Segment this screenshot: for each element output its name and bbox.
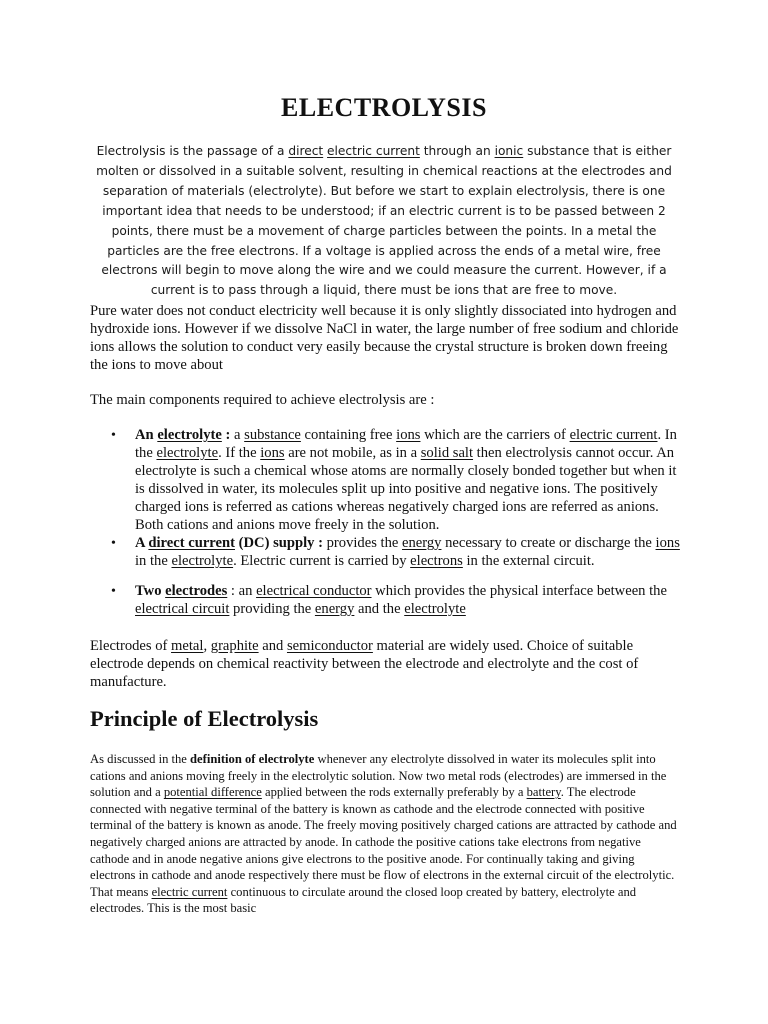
paragraph-text: whenever any electrolyte dissolved in water its molecules split into cations and anions moving freely in the electrolytic solution. Now two metal rods (electrodes) are immersed in the solution and a — [90, 752, 667, 800]
link-electrons[interactable]: electrons — [410, 552, 463, 569]
bullet-text: and the — [354, 600, 405, 617]
section-heading: Principle of Electrolysis — [90, 706, 319, 731]
bullet-text: containing free — [300, 427, 397, 443]
bullet-dot: • — [111, 428, 116, 443]
link-metal[interactable]: metal — [171, 638, 204, 654]
bullet-direct-current — [111, 535, 683, 571]
bold-text: Two — [135, 583, 166, 599]
link-solid-salt[interactable]: solid salt — [420, 444, 474, 461]
bullet-text: : an — [227, 583, 257, 599]
bold-text: definition of electrolyte — [190, 752, 315, 766]
link-ions[interactable]: ions — [655, 535, 680, 551]
bullet-text: . In the — [135, 427, 677, 461]
bullet-text: then electrolysis cannot occur. An electrolyte is such a chemical whose atoms are normally closely bonded together but when it is dissolved in water, its molecules split up into positive and negative ions. The positively charged ions is referred as cations whereas negatively charged ions are referred as anions. Both cations and anions move freely in the solution. — [135, 444, 677, 533]
link-electrolyte[interactable]: electrolyte — [404, 600, 466, 617]
link-electric-current[interactable]: electric current — [327, 144, 420, 158]
document-title: ELECTROLYSIS — [281, 93, 487, 122]
intro-text: Electrolysis is the passage of a — [96, 144, 289, 158]
bullet-text: necessary to create or discharge the — [441, 535, 656, 551]
link-battery[interactable]: battery — [526, 785, 561, 800]
link-electrodes[interactable]: electrodes — [165, 583, 228, 599]
intro-text: through an — [419, 144, 495, 158]
bullet-dot: • — [111, 536, 116, 551]
link-electrolyte[interactable]: electrolyte — [157, 427, 222, 443]
bold-text: A — [135, 535, 149, 551]
bullet-text: provides the — [322, 535, 403, 551]
bullet-text: . If the — [218, 444, 261, 461]
paragraph-principle — [90, 751, 680, 917]
bullet-text: . Electric current is carried by — [233, 552, 411, 569]
bullet-dot: • — [111, 584, 116, 599]
paragraph-text: applied between the rods externally preferably by a — [261, 785, 527, 800]
bullet-text: which provides the physical interface between the — [371, 583, 667, 599]
bullet-text: providing the — [229, 600, 315, 617]
link-ions[interactable]: ions — [260, 444, 285, 461]
bullet-electrodes — [111, 583, 683, 619]
link-graphite[interactable]: graphite — [210, 638, 259, 654]
link-electric-current[interactable]: electric current — [569, 427, 658, 443]
paragraph-text: material are widely used. Choice of suitable electrode depends on chemical reactivity between the electrode and electrolyte and the cost of manufacture. — [90, 638, 639, 691]
bullet-text: in the — [135, 552, 172, 569]
link-energy[interactable]: energy — [314, 600, 355, 617]
paragraph-text: Electrodes of — [90, 638, 172, 654]
link-electrolyte[interactable]: electrolyte — [171, 552, 234, 569]
paragraph-text: continuous to circulate around the closed loop created by battery, electrolyte and electrodes. This is the most basic — [90, 884, 637, 916]
link-substance[interactable]: substance — [244, 427, 301, 443]
bold-text: : — [221, 427, 231, 443]
link-energy[interactable]: energy — [402, 535, 442, 551]
bold-text: An — [135, 427, 158, 443]
paragraph-electrodes — [90, 637, 680, 691]
link-electrical-circuit[interactable]: electrical circuit — [135, 600, 230, 617]
link-ionic[interactable]: ionic — [494, 144, 524, 158]
bullet-text: which are the carriers of — [420, 427, 570, 443]
bullet-electrolyte — [111, 427, 683, 534]
paragraph-pure-water: Pure water does not conduct electricity well because it is only slightly dissociated into hydrogen and hydroxide ions. However if we dissolve NaCl in water, the large number of free sodium and chloride ions allows the solution to conduct very easily because the crystal structure is broken down freeing the ions to move about — [90, 303, 679, 374]
link-electrolyte[interactable]: electrolyte — [156, 444, 219, 461]
intro-paragraph — [88, 142, 680, 301]
paragraph-text: , — [203, 638, 211, 654]
link-potential-difference[interactable]: potential difference — [163, 785, 262, 800]
link-electrical-conductor[interactable]: electrical conductor — [256, 583, 372, 599]
bullet-text: in the external circuit. — [462, 552, 595, 569]
paragraph-text: As discussed in the — [90, 752, 191, 766]
paragraph-main-components: The main components required to achieve electrolysis are : — [90, 392, 435, 408]
link-semiconductor[interactable]: semiconductor — [286, 638, 373, 654]
link-electric-current[interactable]: electric current — [151, 884, 228, 899]
link-direct-current[interactable]: direct current — [148, 535, 235, 551]
bold-text: (DC) supply : — [234, 535, 323, 551]
paragraph-text: . The electrode connected with negative terminal of the battery is known as cathode and the electrode connected with positive terminal of the battery is known as anode. The freely moving positively charged cations are attracted by cathode and negatively charged anions are attracted by anode. In cathode the positive cations take electrons from negative cathode and in anode negative anions give electrons to the positive anode. For continually taking and giving electrons in cathode and anode respectively there must be flow of electrons in the external circuit of the electrolytic. That means — [90, 785, 677, 899]
link-ions[interactable]: ions — [396, 427, 421, 443]
bullet-text: are not mobile, as in a — [284, 444, 421, 461]
intro-text: substance that is either molten or dissolved in a suitable solvent, resulting in chemical reactions at the electrodes and separation of materials (electrolyte). But before we start to explain electrolysis, there is one important idea that needs to be understood; if an electric current is to be passed between 2 points, there must be a movement of charge particles between the points. In a metal the particles are the free electrons. If a voltage is applied across the ends of a metal wire, free electrons will begin to move along the wire and we could measure the current. However, if a current is to pass through a liquid, there must be ions that are free to move. — [96, 144, 672, 298]
bullet-text: a — [230, 427, 245, 443]
paragraph-text: and — [258, 638, 287, 654]
link-direct[interactable]: direct — [288, 144, 324, 158]
